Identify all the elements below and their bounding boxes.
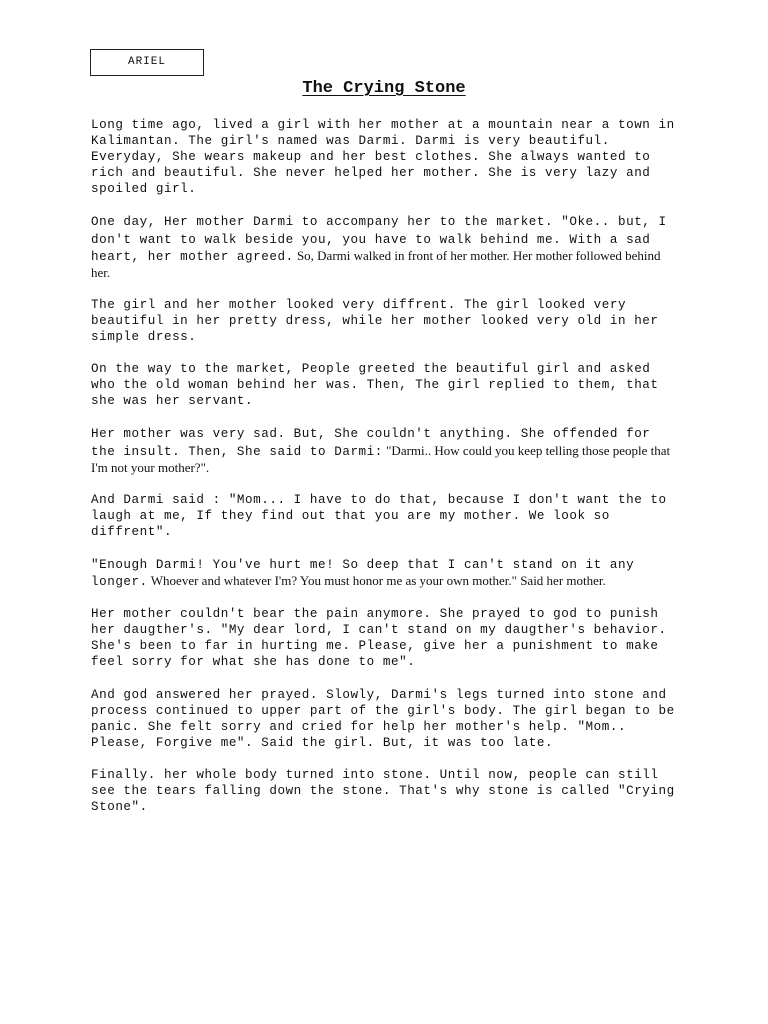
story-title-text: The Crying Stone — [302, 79, 466, 98]
author-name: ARIEL — [127, 56, 166, 68]
paragraph-1: Long time ago, lived a girl with her mother at a mountain near a town in Kalimantan. The girl's named was Darmi. Darmi is very beautiful. Everyday, She wears makeup and her best clothes. She always wanted to rich and beautiful. She never helped her mother. She is very lazy and spoiled girl. — [91, 118, 675, 197]
paragraph-5 — [91, 425, 681, 475]
paragraph-5-serif: "Darmi.. How could you keep telling those people that I'm not your mother?". — [91, 442, 671, 475]
paragraph-7 — [91, 556, 681, 590]
author-name-box — [90, 49, 204, 76]
paragraph-3: The girl and her mother looked very diffrent. The girl looked very beautiful in her pretty dress, while her mother looked very old in her simple dress. — [91, 297, 659, 345]
paragraph-6: And Darmi said : "Mom... I have to do that, because I don't want the to laugh at me, If they find out that you are my mother. We look so diffrent". — [91, 492, 667, 539]
paragraph-7-mono: "Enough Darmi! You've hurt me! So deep that I can't stand on it any longer. — [91, 557, 635, 590]
paragraph-9: And god answered her prayed. Slowly, Darmi's legs turned into stone and process continued to upper part of the girl's body. The girl began to be panic. She felt sorry and cried for help her mother's help. "Mom.. Please, Forgive me". Said the girl. But, it was too late. — [91, 687, 675, 750]
paragraph-4: On the way to the market, People greeted the beautiful girl and asked who the old woman behind her was. Then, The girl replied to them, that she was her servant. — [91, 362, 659, 409]
paragraph-10: Finally. her whole body turned into stone. Until now, people can still see the tears falling down the stone. That's why stone is called "Crying Stone". — [91, 767, 675, 815]
paragraph-2-serif: So, Darmi walked in front of her mother. Her mother followed behind her. — [91, 247, 661, 280]
paragraph-8: Her mother couldn't bear the pain anymore. She prayed to god to punish her daugther's. "My dear lord, I can't stand on my daugther's behavior. She's been to far in hurting me. Please, give her a punishment to make feel sorry for what she has done to me". — [91, 607, 667, 670]
story-title — [0, 77, 768, 101]
paragraph-2-mono: One day, Her mother Darmi to accompany her to the market. "Oke.. but, I don't want to walk beside you, you have to walk behind me. With a sad heart, her mother agreed. — [91, 215, 667, 264]
story-body — [91, 117, 681, 831]
paragraph-2 — [91, 213, 681, 280]
paragraph-7-serif: Whoever and whatever I'm? You must honor me as your own mother." Said her mother. — [147, 573, 606, 589]
paragraph-5-mono: Her mother was very sad. But, She couldn't anything. She offended for the insult. Then, She said to Darmi: — [91, 427, 651, 459]
